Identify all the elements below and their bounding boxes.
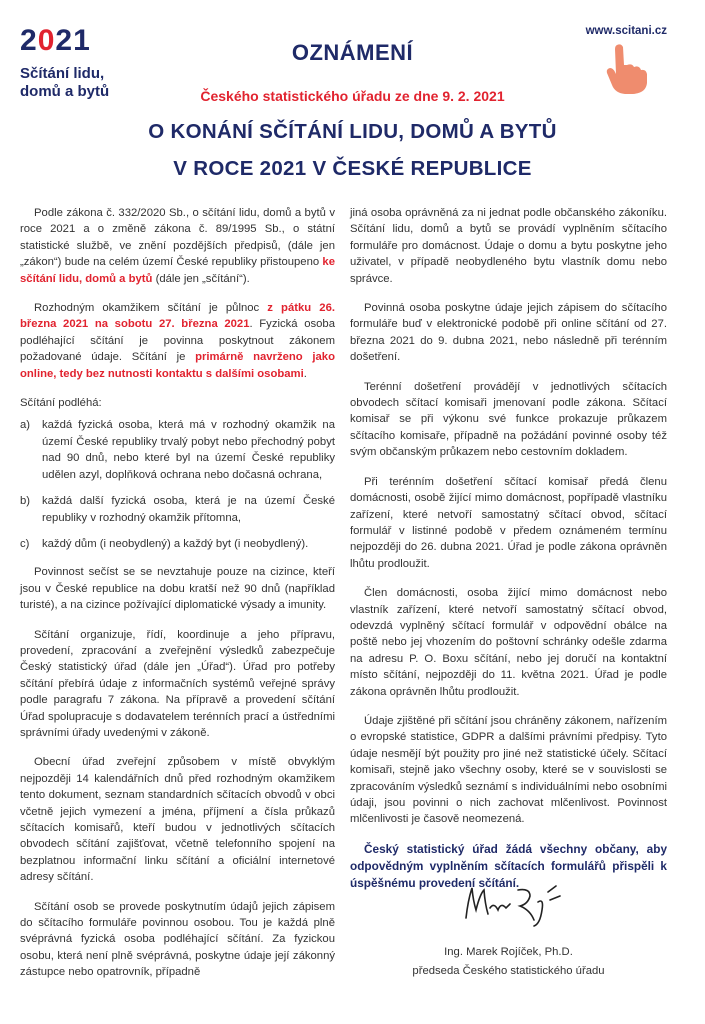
document-title-line2: V ROCE 2021 V ČESKÉ REPUBLICE bbox=[173, 157, 532, 180]
subject-list bbox=[20, 417, 335, 552]
text: (dále jen „sčítání“). bbox=[152, 272, 250, 285]
paragraph: Povinnost sečíst se se nevztahuje pouze na cizince, kteří jsou v České republice na dobu kratší než 90 dnů (například turisté), a na cizince požívající diplomatické výsady a imunity. bbox=[20, 566, 335, 612]
text: . Fyzická osoba podléhající sčítání je povinna poskytnout zákonem požadované údaje. Sčítání je bbox=[20, 318, 335, 364]
right-column bbox=[350, 205, 667, 905]
logo-digit: 2 bbox=[55, 24, 74, 57]
announcement-heading: OZNÁMENÍ bbox=[291, 40, 414, 65]
issuer-date-subheading: Českého statistického úřadu ze dne 9. 2. 2021 bbox=[200, 88, 505, 104]
paragraph: Sčítání organizuje, řídí, koordinuje a jeho přípravu, provedení, zpracování a zveřejnění výsledků zabezpečuje Český statistický úřad (dále jen „Úřad“). Úřad pro potřeby sčítání přebírá údaje z informačních systémů veřejné správy podle paragrafu 7 zákona. Na přípravě a provedení sčítání Úřad spolupracuje s dodavatelem terénních prací a ústředními správními úřady uvedenými v zákoně. bbox=[20, 628, 335, 739]
highlight-text: primárně navrženo jako online, tedy bez nutnosti kontaktu s dalšími osobami bbox=[20, 351, 335, 380]
logo-digit: 1 bbox=[73, 24, 91, 57]
paragraph: Povinná osoba poskytne údaje jejich zápisem do sčítacího formuláře buď v elektronické podobě při online sčítání od 27. března 2021 do 9. dubna 2021, nebo následně při terénním došetření. bbox=[350, 302, 667, 364]
logo-text-line2: domů a bytů bbox=[20, 83, 110, 100]
website-url[interactable]: www.scitani.cz bbox=[585, 25, 667, 37]
document-title-line1: O KONÁNÍ SČÍTÁNÍ LIDU, DOMŮ A BYTŮ bbox=[148, 120, 557, 143]
list-item-text: každý dům (i neobydlený) a každý byt (i neobydlený). bbox=[42, 537, 309, 550]
handwritten-signature bbox=[460, 880, 570, 928]
paragraph bbox=[20, 205, 335, 287]
paragraph: Obecní úřad zveřejní způsobem v místě obvyklým nejpozději 14 kalendářních dnů před rozhodným okamžikem tento dokument, seznam standardních sčítacích obvodů v obci včetně jejich vymezení a jména, příjmení a čísla průkazů sčítacích komisařů, kteří budou v jednotlivých sčítacích obvodech sčítání zajišťovat, včetně telefonního spojení na bezplatnou informační linku sčítání a oficiální internetové adresy sčítání. bbox=[20, 756, 335, 884]
logo-digit: 0 bbox=[37, 24, 56, 57]
highlight-text: ke sčítání lidu, domů a bytů bbox=[20, 256, 335, 285]
list-item-text: každá další fyzická osoba, která je na území České republiky v rozhodný okamžik přítomna, bbox=[42, 495, 335, 524]
paragraph bbox=[20, 300, 335, 382]
signatory-name: Ing. Marek Rojíček, Ph.D. bbox=[444, 946, 573, 958]
text: Rozhodným okamžikem sčítání je půlnoc bbox=[34, 302, 268, 315]
text: Podle zákona č. 332/2020 Sb., o sčítání lidu, domů a bytů v roce 2021 a o změně zákona č. 89/1995 Sb., o státní statistické službě, ve znění pozdějších předpisů, (dále jen „zákon“) bude na celém území České republiky přistoupeno bbox=[20, 207, 335, 269]
list-item bbox=[20, 536, 335, 552]
text: . bbox=[303, 367, 307, 380]
closing-appeal: Český statistický úřad žádá všechny občany, aby odpovědným vyplněním sčítacích formulářů přispěli k úspěšnému provedení sčítání. bbox=[350, 841, 667, 890]
list-intro: Sčítání podléhá: bbox=[20, 397, 102, 410]
paragraph: Při terénním došetření sčítací komisař předá členu domácnosti, osobě žijící mimo domácnost, popřípadě vlastníku zařízení, které netvoří samostatný sčítací obvod, sčítací formulář v listinné podobě v předem oznámeném termínu nejpozději do 26. dubna 2021. Úřad je podle zákona oprávněn lhůtu prodloužit. bbox=[350, 475, 667, 570]
paragraph: jiná osoba oprávněná za ni jednat podle občanského zákoníku. Sčítání lidu, domů a bytů se provádí vyplněním sčítacího formuláře pro domácnost. Údaje o domu a bytu poskytne jeho uživatel, v případě neobydleného bytu vlastník domu nebo správce. bbox=[350, 207, 667, 285]
left-column bbox=[20, 205, 335, 994]
list-item bbox=[20, 417, 335, 483]
list-marker: a) bbox=[20, 419, 31, 432]
logo-digit: 2 bbox=[20, 24, 38, 57]
highlight-text: z pátku 26. března 2021 na sobotu 27. března 2021 bbox=[20, 302, 335, 331]
paragraph: Terénní došetření provádějí v jednotlivých sčítacích obvodech sčítací komisaři jmenovaní podle zákona. Sčítací komisař se při výkonu své funkce prokazuje průkazem sčítacího komisaře, případně na požádání povinné osoby též svým občanským průkazem nebo cestovním dokladem. bbox=[350, 380, 667, 459]
paragraph: Údaje zjištěné při sčítání jsou chráněny zákonem, nařízením o evropské statistice, GDPR a dalšími právními předpisy. Tyto údaje nesmějí být použity pro jiné než statistické účely. Sčítací komisaři, stejně jako všechny osoby, které se v souvislosti se zpracováním výsledků seznámí s individuálními nebo osobními údaji, jsou povinni o nich zachovat mlčenlivost. Povinnost mlčenlivosti je časově neomezená. bbox=[350, 714, 667, 826]
paragraph: Člen domácnosti, osoba žijící mimo domácnost nebo vlastník zařízení, které netvoří samostatný sčítací obvod, odevzdá vyplněný sčítací formulář v odpovědní obálce na poště nebo jej vhozením do poštovní schránky odešle zdarma na adresu P. O. Boxu sčítání, nebo jej doručí na kontaktní místo sčítání, nejpozději do 11. května 2021. Úřad je podle zákona oprávněn lhůtu prodloužit. bbox=[350, 587, 667, 698]
logo-text-line1: Sčítání lidu, bbox=[20, 65, 105, 82]
list-item-text: každá fyzická osoba, která má v rozhodný okamžik na území České republiky trvalý pobyt nebo přechodný pobyt nad 90 dnů, nebo které byl na území České republiky udělen azyl, doplňková ochrana nebo dočasná ochrana, bbox=[42, 419, 335, 481]
signatory-role: předseda Českého statistického úřadu bbox=[412, 965, 605, 977]
list-item bbox=[20, 493, 335, 526]
list-marker: c) bbox=[20, 537, 30, 550]
list-marker: b) bbox=[20, 495, 31, 508]
paragraph: Sčítání osob se provede poskytnutím údajů jejich zápisem do sčítacího formuláře povinnou osobou. Tou je každá plně svéprávná fyzická osoba podléhající sčítání. Za fyzickou osobu, která není plně svéprávná, poskytne údaje její zákonný zástupce nebo opatrovník, případně bbox=[20, 900, 335, 979]
